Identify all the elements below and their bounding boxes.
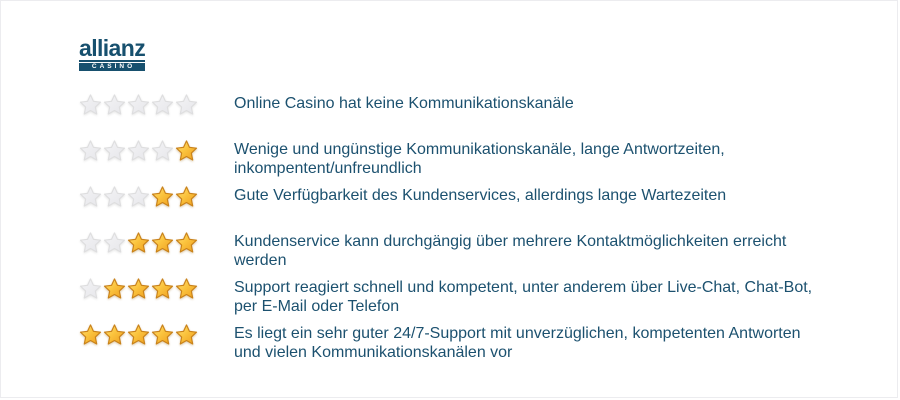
star-filled-icon bbox=[127, 277, 150, 300]
rating-description-line: und vielen Kommunikationskanälen vor bbox=[234, 344, 513, 361]
rating-description-line: Wenige und ungünstige Kommunikationskanäle, lange Antwortzeiten, bbox=[234, 141, 725, 158]
rating-row bbox=[79, 231, 812, 277]
star-empty-icon bbox=[127, 93, 150, 116]
rating-description-line: Kundenservice kann durchgängig über mehrere Kontaktmöglichkeiten erreicht bbox=[234, 233, 787, 250]
star-filled-icon bbox=[175, 323, 198, 346]
rating-description-line: Es liegt ein sehr guter 24/7-Support mit unverzüglichen, kompetenten Antworten bbox=[234, 325, 801, 342]
rating-description-line: inkompentent/unfreundlich bbox=[234, 160, 422, 177]
star-rating-3-of-5 bbox=[79, 231, 200, 254]
rating-description bbox=[234, 186, 726, 205]
star-rating-0-of-5 bbox=[79, 93, 200, 116]
star-empty-icon bbox=[175, 93, 198, 116]
star-rating-2-of-5 bbox=[79, 185, 200, 208]
star-empty-icon bbox=[103, 231, 126, 254]
star-filled-icon bbox=[151, 185, 174, 208]
star-empty-icon bbox=[103, 139, 126, 162]
star-filled-icon bbox=[151, 323, 174, 346]
rating-description bbox=[234, 324, 801, 362]
star-empty-icon bbox=[79, 139, 102, 162]
star-filled-icon bbox=[151, 277, 174, 300]
rating-description bbox=[234, 140, 725, 178]
rating-description bbox=[234, 278, 812, 316]
star-filled-icon bbox=[175, 231, 198, 254]
star-filled-icon bbox=[103, 323, 126, 346]
rating-description-line: Online Casino hat keine Kommunikationskanäle bbox=[234, 95, 574, 112]
rating-scale-list bbox=[79, 93, 812, 369]
star-empty-icon bbox=[127, 185, 150, 208]
star-filled-icon bbox=[175, 139, 198, 162]
star-empty-icon bbox=[151, 139, 174, 162]
star-empty-icon bbox=[127, 139, 150, 162]
rating-row bbox=[79, 185, 812, 231]
star-filled-icon bbox=[103, 277, 126, 300]
rating-row bbox=[79, 277, 812, 323]
logo-brand-text: allianz bbox=[79, 35, 146, 61]
logo-casino-text: CASINO bbox=[79, 63, 145, 71]
rating-row bbox=[79, 139, 812, 185]
rating-description bbox=[234, 232, 786, 270]
allianz-casino-logo[interactable] bbox=[79, 35, 146, 71]
rating-row bbox=[79, 93, 812, 139]
star-filled-icon bbox=[127, 323, 150, 346]
star-rating-1-of-5 bbox=[79, 139, 200, 162]
star-filled-icon bbox=[175, 277, 198, 300]
star-empty-icon bbox=[79, 185, 102, 208]
star-rating-4-of-5 bbox=[79, 277, 200, 300]
rating-description bbox=[234, 94, 574, 113]
star-empty-icon bbox=[79, 93, 102, 116]
rating-description-line: werden bbox=[234, 252, 287, 269]
rating-description-line: per E-Mail oder Telefon bbox=[234, 298, 400, 315]
star-empty-icon bbox=[151, 93, 174, 116]
star-rating-5-of-5 bbox=[79, 323, 200, 346]
star-empty-icon bbox=[79, 231, 102, 254]
star-empty-icon bbox=[79, 277, 102, 300]
star-filled-icon bbox=[175, 185, 198, 208]
star-filled-icon bbox=[127, 231, 150, 254]
rating-description-line: Gute Verfügbarkeit des Kundenservices, allerdings lange Wartezeiten bbox=[234, 187, 727, 204]
star-empty-icon bbox=[103, 185, 126, 208]
star-filled-icon bbox=[79, 323, 102, 346]
star-filled-icon bbox=[151, 231, 174, 254]
rating-row bbox=[79, 323, 812, 369]
rating-description-line: Support reagiert schnell und kompetent, unter anderem über Live-Chat, Chat-Bot, bbox=[234, 279, 813, 296]
star-empty-icon bbox=[103, 93, 126, 116]
